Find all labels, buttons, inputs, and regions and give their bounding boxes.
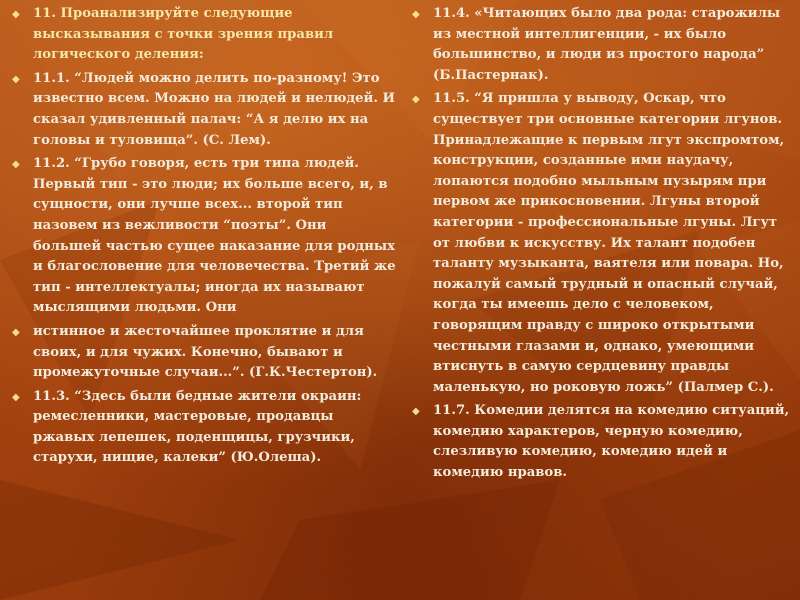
item-text: 11.3. “Здесь были бедные жители окраин: ремесленники, мастеровые, продавцы ржавых лепешек, поденщицы, грузчики, старухи, нищие, калеки” (Ю.Олеша). xyxy=(33,388,362,466)
bullet-diamond-icon: ◆ xyxy=(12,326,20,338)
bullet-diamond-icon: ◆ xyxy=(412,9,420,20)
item-text: 11.5. “Я пришла у выводу, Оскар, что существует три основные категории лгунов. Принадлежащие к первым лгут экспромтом, конструкции, созданные ими наудачу, лопаются подобно мыльным пузырям при первом же прикосновении. Лгуны второй категории - профессиональные лгуны. Лгут от любви к искусству. Их талант подобен таланту музыканта, ваятеля или повара. Но, пожалуй самый трудный и опасный случай, когда ты имеешь дело с человеком, говорящим правду с широко открытыми честными глазами и, однако, умеющими втиснуть в самую сердцевину правды маленькую, но роковую ложь” (Палмер С.). xyxy=(433,91,785,395)
bullet-diamond-icon: ◆ xyxy=(12,391,20,403)
item-11-7 xyxy=(412,401,796,483)
item-text: истинное и жесточайшее проклятие и для своих, и для чужих. Конечно, бывают и промежуточные случаи...”. (Г.К.Честертон). xyxy=(33,323,378,381)
bullet-diamond-icon: ◆ xyxy=(12,159,20,171)
item-text: 11.2. “Грубо говоря, есть три типа людей. Первый тип - это люди; их больше всего, и, в сущности, они лучше всех... второй тип назовем из вежливости “поэты”. Они большей частью сущее наказание для родных и благословение для человечества. Третий же тип - интеллектуалы; иногда их называют мыслящими людьми. Они xyxy=(33,156,396,316)
task-heading xyxy=(12,4,398,66)
item-11-5 xyxy=(412,89,796,398)
item-11-2 xyxy=(12,154,398,319)
item-text: 11.1. “Людей можно делить по-разному! Это известно всем. Можно на людей и нелюдей. И сказал удивленный палач: “А я делю их на головы и туловища”. (С. Лем). xyxy=(33,70,395,148)
left-column xyxy=(12,4,398,472)
task-heading-text: 11. Проанализируйте следующие высказывания с точки зрения правил логического деления: xyxy=(33,6,334,63)
item-11-1 xyxy=(12,69,398,151)
item-11-3 xyxy=(12,387,398,469)
bullet-diamond-icon: ◆ xyxy=(12,73,20,85)
item-11-2-continued xyxy=(12,322,398,384)
bullet-diamond-icon: ◆ xyxy=(412,94,420,106)
item-11-4 xyxy=(412,4,796,86)
right-column xyxy=(412,4,796,487)
item-text: 11.7. Комедии делятся на комедию ситуаций, комедию характеров, черную комедию, слезливую комедию, комедию идей и комедию нравов. xyxy=(433,403,790,481)
bullet-diamond-icon: ◆ xyxy=(12,9,20,20)
bullet-diamond-icon: ◆ xyxy=(412,406,420,418)
item-text: 11.4. «Читающих было два рода: старожилы из местной интеллигенции, - их было большинство, и люди из простого народа” (Б.Пастернак). xyxy=(433,6,781,83)
